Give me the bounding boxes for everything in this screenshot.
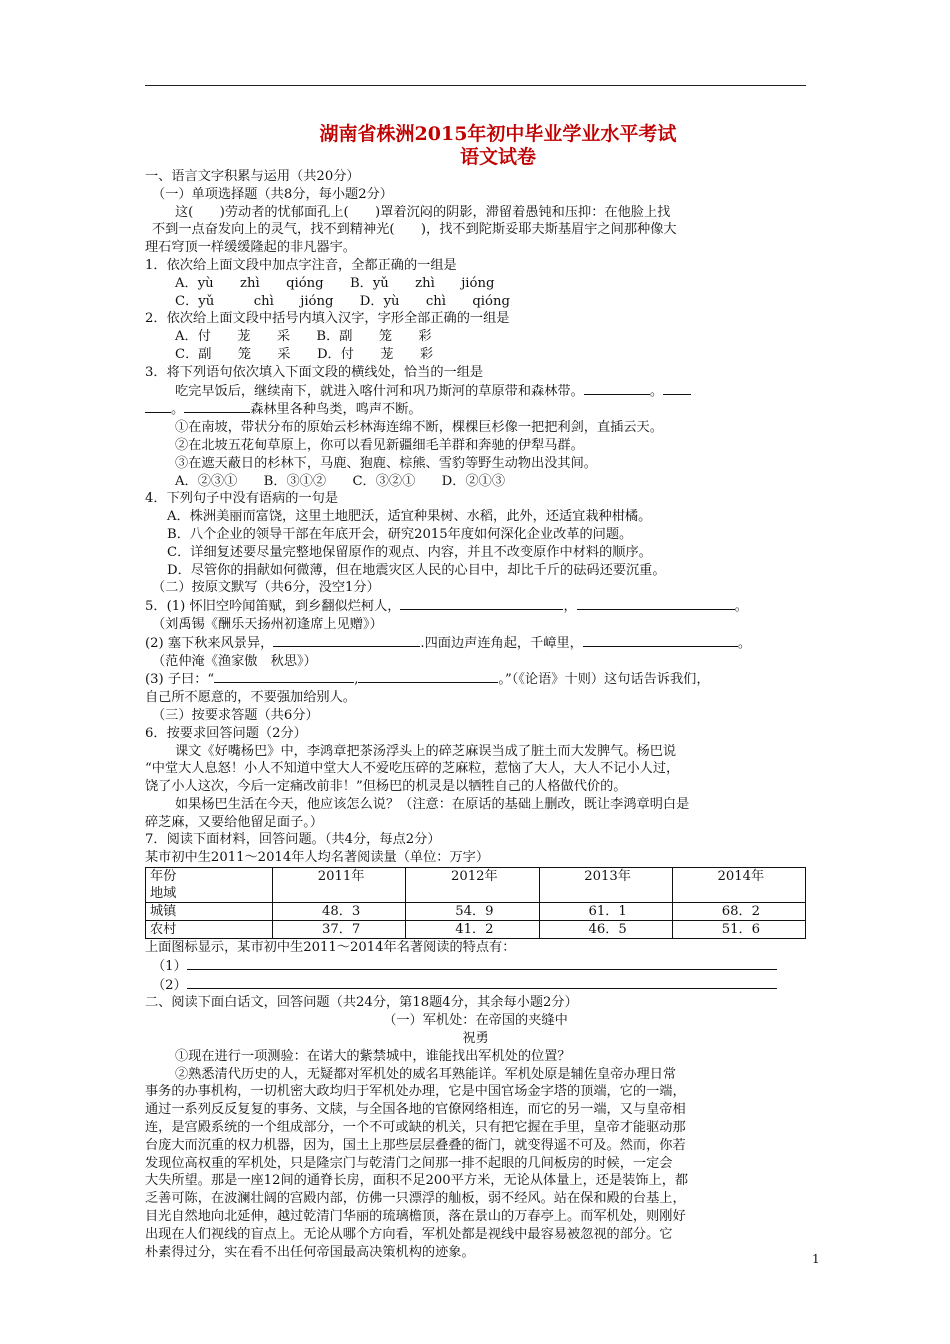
table-row [146, 903, 806, 921]
passage-line: 理石穹顶一样缓缓隆起的非凡器宇。 [145, 240, 356, 256]
passage-line: 自己所不愿意的，不要强加给别人。 [145, 690, 356, 706]
header-year: 2011年 [273, 868, 406, 903]
paragraph-line: 连，是宫殿系统的一个组成部分，一个不可或缺的机关，只有把它握在手里，皇帝才能驱动那 [145, 1120, 686, 1136]
exam-page [145, 122, 806, 1261]
answer-blank [184, 400, 250, 413]
page-number: 1 [812, 1252, 820, 1266]
section-heading: 二、阅读下面白话文，回答问题（共24分，第18题4分，其余每小题2分） [145, 995, 578, 1011]
passage-line: 课文《好嘴杨巴》中，李鸿章把茶汤浮头上的碎芝麻误当成了脏土而大发脾气。杨巴说 [175, 743, 677, 759]
section-heading: 一、语言文字积累与运用（共20分） [145, 169, 360, 184]
row-region: 城镇 [146, 903, 273, 921]
table-corner-cell [146, 868, 273, 903]
question-3: 3．将下列语句依次填入下面文段的横线处，恰当的一组是 [145, 364, 484, 380]
passage-line: 碎芝麻，又要给他留足面子。） [145, 814, 324, 830]
question-text: 。”（《论语》十则）这句话告诉我们， [498, 672, 710, 688]
answer-blank [214, 670, 354, 683]
passage-line: 这( )劳动者的忧郁面孔上( )罩着沉闷的阴影，滞留着愚钝和压抑：在他脸上找 [175, 204, 671, 220]
answer-blank [358, 670, 498, 683]
answer-label: （2） [152, 977, 187, 993]
passage-line: “中堂大人息怒！小人不知道中堂大人不爱吃压碎的芝麻粒，惹恼了大人，大人不记小人过， [145, 761, 680, 777]
option-line: D．尽管你的捐献如何微薄，但在地震灾区人民的心目中，却比千斤的砝码还要沉重。 [167, 562, 666, 578]
header-year-label: 年份 [150, 869, 177, 885]
question-text: (2) 塞下秋来风景异， [145, 635, 274, 651]
subsection-heading: （三）按要求答题（共6分） [152, 707, 319, 723]
answer-blank [584, 382, 650, 395]
header-rule [145, 85, 806, 86]
answer-line [145, 976, 806, 995]
table-cell: 54．9 [406, 903, 539, 921]
answer-blank [187, 957, 777, 970]
passage-text: 森林里各种鸟类，鸣声不断。 [250, 402, 422, 418]
passage-line: 吃完早饭后，继续南下，就进入喀什河和巩乃斯河的草原带和森林带。 。 [145, 382, 806, 401]
row-region: 农村 [146, 921, 273, 939]
paragraph-line: 发现位高权重的军机处，只是隆宗门与乾清门之间那一排不起眼的几间板房的时候，一定会 [145, 1155, 673, 1171]
option-line: ①在南坡，带状分布的原始云杉林海连绵不断，棵棵巨杉像一把把利剑，直插云天。 [175, 420, 663, 436]
question-5-2: (2) 塞下秋来风景异， .四面边声连角起，千嶂里， 。 [145, 635, 752, 651]
question-text: 四面边声连角起，千嶂里， [424, 635, 583, 651]
answer-label: （1） [152, 958, 187, 974]
answer-blank [583, 634, 738, 647]
paragraph-line: 大失所望。那是一座12间的通脊长房，面积不足200平方米，无论从体量上，还是装饰上，都 [145, 1173, 689, 1189]
paragraph-line: 台庞大而沉重的权力机器，因为，国土上那些层层叠叠的衙门，就变得遥不可及。然而，你若 [145, 1137, 686, 1153]
paragraph-line: 事务的办事机构，一切机密大政均归于军机处办理，它是中国官场金字塔的顶端，它的一端， [145, 1084, 686, 1100]
paragraph-line: 朴素得过分，实在看不出任何帝国最高决策机构的迹象。 [145, 1244, 475, 1260]
option-line: ③在遮天蔽日的杉林下，马鹿、狍鹿、棕熊、雪豹等野生动物出没其间。 [175, 455, 597, 471]
answer-blank [145, 400, 171, 413]
answer-blank [400, 597, 563, 610]
option-line: B．八个企业的领导干部在年底开会，研究2015年度如何深化企业改革的问题。 [167, 526, 633, 542]
table-cell: 41．2 [406, 921, 539, 939]
header-year: 2012年 [406, 868, 539, 903]
citation-line: （范仲淹《渔家傲 秋思》） [152, 653, 317, 669]
table-caption: 某市初中生2011～2014年人均名著阅读量（单位：万字） [145, 850, 490, 866]
table-cell: 46．5 [539, 921, 672, 939]
option-line: A．株洲美丽而富饶，这里土地肥沃，适宜种果树、水稻，此外，还适宜栽种柑橘。 [167, 509, 652, 525]
passage-line: 如果杨巴生活在今天，他应该怎么说？（注意：在原话的基础上删改，既让李鸿章明白是 [175, 796, 690, 812]
answer-blank [577, 597, 735, 610]
passage-line: 饶了小人这次，今后一定痛改前非！”但杨巴的机灵是以牺牲自己的人格做代价的。 [145, 779, 627, 795]
header-region-label: 地域 [150, 886, 177, 902]
table-cell: 37．7 [273, 921, 406, 939]
exam-subtitle: 语文试卷 [459, 146, 536, 168]
citation-line: （刘禹锡《酬乐天扬州初逢席上见赠》） [152, 616, 383, 632]
question-4: 4．下列句子中没有语病的一句是 [145, 491, 339, 507]
subsection-heading: （一）单项选择题（共8分，每小题2分） [152, 186, 393, 202]
table-cell: 61．1 [539, 903, 672, 921]
article-title: （一）军机处：在帝国的夹缝中 [383, 1013, 568, 1029]
passage-text: 吃完早饭后，继续南下，就进入喀什河和巩乃斯河的草原带和森林带。 [175, 383, 584, 399]
subsection-heading: （二）按原文默写（共6分，没空1分） [152, 580, 380, 596]
paragraph-line: 乏善可陈，在波澜壮阔的宫殿内部，仿佛一只漂浮的舢板，弱不经风。站在保和殿的台基上， [145, 1191, 686, 1207]
question-text: 5．(1) 怀旧空吟闻笛赋，到乡翻似烂柯人， [145, 599, 401, 615]
option-line: C．副 笼 采 D．付 茏 彩 [175, 346, 434, 362]
table-cell: 68．2 [672, 903, 805, 921]
table-header-row [146, 868, 806, 903]
header-year: 2014年 [672, 868, 805, 903]
answer-blank [273, 634, 420, 647]
option-line: ②在北坡五花甸草原上，你可以看见新疆细毛羊群和奔驰的伊犁马群。 [175, 437, 584, 453]
passage-line: 不到一点奋发向上的灵气，找不到精神光( )，找不到陀斯妥耶夫斯基眉宇之间那种像大 [152, 222, 677, 238]
paragraph-line: ②熟悉清代历史的人，无疑都对军机处的威名耳熟能详。军机处原是辅佐皇帝办理日常 [175, 1066, 677, 1082]
paragraph-line: 目光自然地向北延伸，越过乾清门华丽的琉璃檐顶，落在景山的万春亭上。而军机处，则刚好 [145, 1209, 686, 1225]
option-line: A．yù zhì qióng B．yǔ zhì jióng [175, 275, 495, 291]
question-6: 6．按要求回答问题（2分） [145, 725, 307, 741]
option-line: C．yǔ chì jióng D．yù chì qióng [175, 293, 510, 309]
header-year: 2013年 [539, 868, 672, 903]
question-5-3: (3) 子曰：“ , 。”（《论语》十则）这句话告诉我们， [145, 672, 710, 688]
question-text: (3) 子曰：“ [145, 672, 215, 688]
table-cell: 51．6 [672, 921, 805, 939]
paragraph-line: 通过一系列反反复复的事务、文牍，与全国各地的官僚网络相连，而它的另一端，又与皇帝相 [145, 1102, 686, 1118]
exam-title: 湖南省株洲2015年初中毕业学业水平考试 [319, 123, 677, 145]
answer-line [145, 957, 806, 976]
reading-table [145, 867, 806, 939]
option-line: C．详细复述要尽量完整地保留原作的观点、内容，并且不改变原作中材料的顺序。 [167, 544, 652, 560]
paragraph-line: ①现在进行一项测验：在诺大的紫禁城中，谁能找出军机处的位置？ [175, 1048, 571, 1064]
answer-blank [187, 976, 777, 989]
answer-blank [663, 382, 691, 395]
option-line: A．付 茏 采 B．副 笼 彩 [175, 329, 432, 345]
question-7-prompt: 上面图标显示，某市初中生2011～2014年名著阅读的特点有： [145, 940, 516, 956]
question-7: 7．阅读下面材料，回答问题。（共4分，每点2分） [145, 832, 441, 848]
table-cell: 48．3 [273, 903, 406, 921]
question-2: 2．依次给上面文段中括号内填入汉字，字形全部正确的一组是 [145, 311, 510, 327]
question-5-1: 5．(1) 怀旧空吟闻笛赋，到乡翻似烂柯人， ， 。 [145, 599, 748, 615]
passage-line: 。 森林里各种鸟类，鸣声不断。 [145, 400, 806, 419]
article-author: 祝勇 [462, 1031, 489, 1047]
table-row [146, 921, 806, 939]
paragraph-line: 出现在人们视线的盲点上。无论从哪个方向看，军机处都是视线中最容易被忽视的部分。它 [145, 1226, 673, 1242]
question-1: 1．依次给上面文段中加点字注音，全都正确的一组是 [145, 257, 457, 273]
option-line: A．②③① B．③①② C．③②① D．②①③ [175, 473, 506, 489]
